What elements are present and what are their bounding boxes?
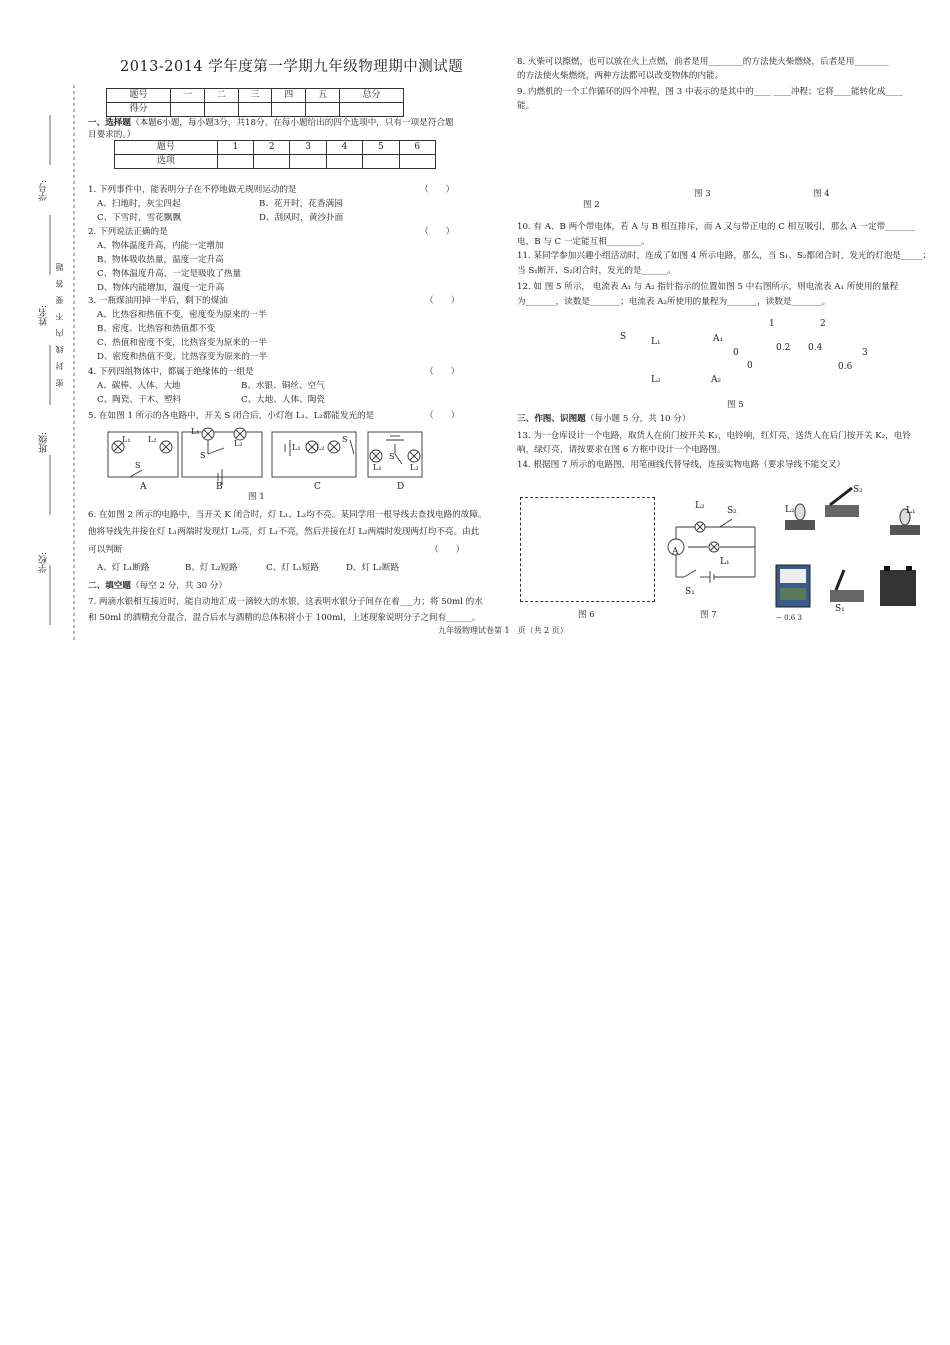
fig7-label-s1: S₁	[685, 587, 695, 597]
q6-option-b: B、灯 L₂短路	[185, 563, 238, 573]
q6-option-d: D、灯 L₂断路	[346, 563, 400, 573]
real-components-illustration	[770, 480, 935, 610]
section2-note: （每空 2 分，共 30 分）	[130, 581, 228, 591]
section1-heading: 一、选择题	[88, 118, 131, 128]
q4-option-d: C、大地、人体、陶瓷	[241, 395, 325, 405]
figure1-caption: 图 1	[248, 492, 265, 502]
q4-option-a: A、碳棒、人体、大地	[97, 381, 181, 391]
q7-line2: 和 50ml 的酒精充分混合，混合后水与酒精的总体积将小于 100ml，上述现象说明分子之间有______。	[88, 613, 481, 623]
q4-stem: 4. 下列四组物体中，都属于绝缘体的一组是	[88, 367, 254, 377]
ammeter-icon	[776, 565, 810, 607]
answer-header: 3	[290, 141, 326, 155]
q2-option-a: A、物体温度升高，内能一定增加	[97, 241, 224, 251]
score-table	[106, 88, 404, 117]
q5-label-b: B	[216, 482, 223, 492]
score-cell[interactable]	[272, 103, 306, 117]
q5-stem: 5. 在如图 1 所示的各电路中，开关 S 闭合后，小灯泡 L₁、L₂都能发光的是	[88, 411, 375, 421]
q6-option-a: A、灯 L₁断路	[97, 563, 150, 573]
fig7-label-l2: L₂	[695, 501, 705, 511]
q5-label-c: C	[314, 482, 321, 492]
xuehao-label: 学号:	[39, 180, 49, 202]
fig5-tick-02: 0.2	[776, 343, 791, 353]
real-label-s2: S₂	[853, 485, 863, 495]
figure2-caption: 图 2	[583, 200, 600, 210]
q2-stem: 2. 下列说法正确的是	[88, 227, 168, 237]
answer-header: 题号	[115, 141, 218, 155]
ammeter-terminal-labels: − 0.6 3	[776, 614, 802, 622]
q2-option-d: D、物体内能增加，温度一定升高	[97, 283, 225, 293]
svg-text:S: S	[135, 461, 141, 470]
answer-header: 2	[254, 141, 290, 155]
section3-heading: 三、作图、识图题	[517, 414, 586, 424]
q13-line2: 响，绿灯亮，请按要求在图 6 方框中设计一个电路图。	[517, 445, 726, 455]
q9-line1: 9. 内燃机的一个工作循环的四个冲程，图 3 中表示的是其中的____ ____冲程；它将____能转化成____	[517, 87, 903, 97]
q2-answer-paren: （ ）	[420, 227, 455, 237]
figure3-caption: 图 3	[694, 189, 711, 199]
q3-option-c: C、热值和密度不变，比热容变为原来的一半	[97, 338, 267, 348]
fig5-tick-06: 0.6	[838, 362, 853, 372]
svg-text:L₂: L₂	[234, 439, 243, 448]
score-cell[interactable]	[339, 103, 403, 117]
svg-text:L₁: L₁	[292, 443, 301, 452]
fig5-tick-3: 3	[862, 348, 868, 358]
xingming-label: 姓名:	[39, 305, 49, 327]
answer-row-label: 选项	[115, 155, 218, 169]
section1-note: （本题6小题，每小题3分，共18分。在每小题给出的四个选项中，只有一项是符合题	[130, 118, 454, 128]
score-header: 四	[272, 89, 306, 103]
figure6-caption: 图 6	[578, 610, 595, 620]
q6-line3: 可以判断	[88, 545, 123, 555]
q4-answer-paren: （ ）	[425, 367, 460, 377]
seal-line-text: 密 封 线 内 不 要 答 题	[55, 260, 64, 387]
xuexiao-label: 学校:	[39, 552, 49, 574]
fig5-tick-00: 0	[747, 361, 753, 371]
q1-option-a: A、扫地时，灰尘四起	[97, 199, 181, 209]
q11-line1: 11. 某同学参加兴趣小组活动时，连成了如图 4 所示电路，那么，当 S₁、S₂都闭合时，发光的灯泡是_____；	[517, 251, 931, 261]
answer-header: 5	[363, 141, 399, 155]
figure6-drawing-box[interactable]	[520, 497, 655, 602]
q2-option-b: B、物体吸收热量，温度一定升高	[97, 255, 224, 265]
q6-answer-paren: （ ）	[430, 545, 465, 555]
section3-note: （每小题 5 分，共 10 分）	[585, 414, 691, 424]
q12-line2: 为_______，读数是_______；电流表 A₂所使用的量程为_______，读数是_______。	[517, 297, 831, 307]
q2-option-c: C、物体温度升高，一定是吸收了热量	[97, 269, 242, 279]
score-row-label: 得分	[107, 103, 171, 117]
q8-line1: 8. 火柴可以擦燃，也可以放在火上点燃，前者是用________的方法使火柴燃烧，后者是用________	[517, 57, 889, 67]
score-cell[interactable]	[306, 103, 340, 117]
answer-cell[interactable]	[290, 155, 326, 169]
answer-table	[114, 140, 436, 169]
fig5-tick-0: 0	[733, 348, 739, 358]
section1-note2: 目要求的。）	[88, 130, 136, 140]
q3-option-d: D、密度和热值不变，比热容变为原来的一半	[97, 352, 268, 362]
q6-line1: 6. 在如图 2 所示的电路中，当开关 K 闭合时，灯 L₁、L₂均不亮。某同学用一根导线去查找电路的故障。	[88, 510, 487, 520]
answer-cell[interactable]	[363, 155, 399, 169]
svg-text:L₁: L₁	[191, 427, 200, 436]
q9-line2: 能。	[517, 101, 535, 111]
figure4-caption: 图 4	[813, 189, 830, 199]
q11-line2: 当 S₁断开、S₂闭合时，发光的是______。	[517, 266, 676, 276]
q5-answer-paren: （ ）	[425, 411, 460, 421]
q6-option-c: C、灯 L₁短路	[266, 563, 319, 573]
answer-cell[interactable]	[254, 155, 290, 169]
score-cell[interactable]	[171, 103, 205, 117]
switch-s1-icon	[830, 570, 864, 602]
q1-stem: 1. 下列事件中，能表明分子在不停地做无规则运动的是	[88, 185, 297, 195]
q5-label-d: D	[397, 482, 405, 492]
score-header: 总分	[339, 89, 403, 103]
section2-header	[88, 581, 227, 593]
score-header: 二	[204, 89, 238, 103]
q8-line2: 的方法使火柴燃烧，两种方法都可以改变物体的内能。	[517, 71, 724, 81]
figure7-caption: 图 7	[700, 610, 717, 620]
q1-answer-paren: （ ）	[420, 185, 455, 195]
fig5-tick-04: 0.4	[808, 343, 823, 353]
score-cell[interactable]	[204, 103, 238, 117]
q1-option-d: D、刮风时，黄沙扑面	[259, 213, 344, 223]
answer-header: 6	[399, 141, 435, 155]
svg-text:L₁: L₁	[373, 463, 382, 472]
page-footer: 九年级物理试卷第 1 页（共 2 页）	[438, 626, 568, 635]
figure1-circuits	[100, 424, 450, 484]
svg-text:S: S	[200, 451, 206, 460]
svg-text:L₂: L₂	[316, 443, 325, 452]
score-header: 题号	[107, 89, 171, 103]
battery-icon	[880, 566, 916, 606]
svg-text:S: S	[342, 435, 348, 444]
fig5-label-a1: A₁	[713, 334, 724, 344]
q6-line2: 他将导线先并接在灯 L₁两端时发现灯 L₂亮，灯 L₁不亮，然后并接在灯 L₂两端时发现两灯均不亮。由此	[88, 527, 480, 537]
svg-text:S: S	[389, 452, 395, 461]
answer-cell[interactable]	[399, 155, 435, 169]
q4-option-b: B、水银、铜丝、空气	[241, 381, 325, 391]
svg-text:L₂: L₂	[410, 463, 419, 472]
binding-dashed-line	[70, 85, 80, 645]
figure5-caption: 图 5	[727, 400, 744, 410]
fig5-label-l2: L₂	[651, 375, 661, 385]
q5-label-a: A	[140, 482, 147, 492]
fig7-label-l1: L₁	[720, 557, 730, 567]
q4-option-c: C、陶瓷、干木、塑料	[97, 395, 181, 405]
svg-text:L₁: L₁	[122, 435, 131, 444]
q7-line1: 7. 两滴水银相互接近时，能自动地汇成一滴较大的水银，这表明水银分子间存在着___力；将 50ml 的水	[88, 597, 483, 607]
svg-text:L₂: L₂	[148, 435, 157, 444]
q1-option-b: B、花开时，花香满园	[259, 199, 343, 209]
score-cell[interactable]	[238, 103, 272, 117]
score-header: 五	[306, 89, 340, 103]
q3-option-b: B、密度、比热容和热值都不变	[97, 324, 216, 334]
answer-cell[interactable]	[326, 155, 362, 169]
score-header: 一	[171, 89, 205, 103]
score-header: 三	[238, 89, 272, 103]
q12-line1: 12. 如 图 5 所示， 电流表 A₁ 与 A₂ 指针指示的位置如图 5 中右图所示，则电流表 A₁ 所使用的量程	[517, 282, 899, 292]
q10-line1: 10. 有 A、B 两个带电体，若 A 与 B 相互排斥，而 A 又与带正电的 C 相互吸引，那么 A 一定带_______	[517, 222, 916, 232]
fig5-label-s: S	[620, 332, 627, 342]
page-title: 2013-2014 学年度第一学期九年级物理期中测试题	[120, 59, 464, 75]
answer-header: 1	[217, 141, 253, 155]
fig5-label-l1: L₁	[651, 337, 661, 347]
fig5-tick-1: 1	[769, 319, 775, 329]
fig7-ammeter-symbol: A	[672, 547, 679, 557]
q14-line: 14. 根据图 7 所示的电路图，用笔画线代替导线，连接实物电路（要求导线不能交叉）	[517, 460, 846, 470]
fig5-tick-2: 2	[820, 319, 826, 329]
q10-line2: 电，B 与 C 一定能互相________。	[517, 237, 650, 247]
q13-line1: 13. 为一仓库设计一个电路，取货人在前门按开关 K₁，电铃响，红灯亮，送货人在后门按开关 K₂，电铃	[517, 431, 911, 441]
fig7-label-s2: S₂	[727, 506, 737, 516]
real-label-l2: L₂	[785, 505, 795, 515]
real-label-s1: S₁	[835, 604, 845, 614]
q3-answer-paren: （ ）	[425, 296, 460, 306]
section1-header	[88, 118, 454, 130]
q3-option-a: A、比热容和热值不变，密度变为原来的一半	[97, 310, 267, 320]
section2-heading: 二、填空题	[88, 581, 131, 591]
q3-stem: 3. 一瓶煤油用掉一半后，剩下的煤油	[88, 296, 228, 306]
banji-label: 班级:	[39, 432, 49, 454]
q1-option-c: C、下雪时，雪花飘飘	[97, 213, 181, 223]
section3-header	[517, 414, 690, 426]
answer-header: 4	[326, 141, 362, 155]
answer-cell[interactable]	[217, 155, 253, 169]
fig5-label-a2: A₂	[711, 375, 722, 385]
real-label-l1: L₁	[906, 506, 916, 516]
